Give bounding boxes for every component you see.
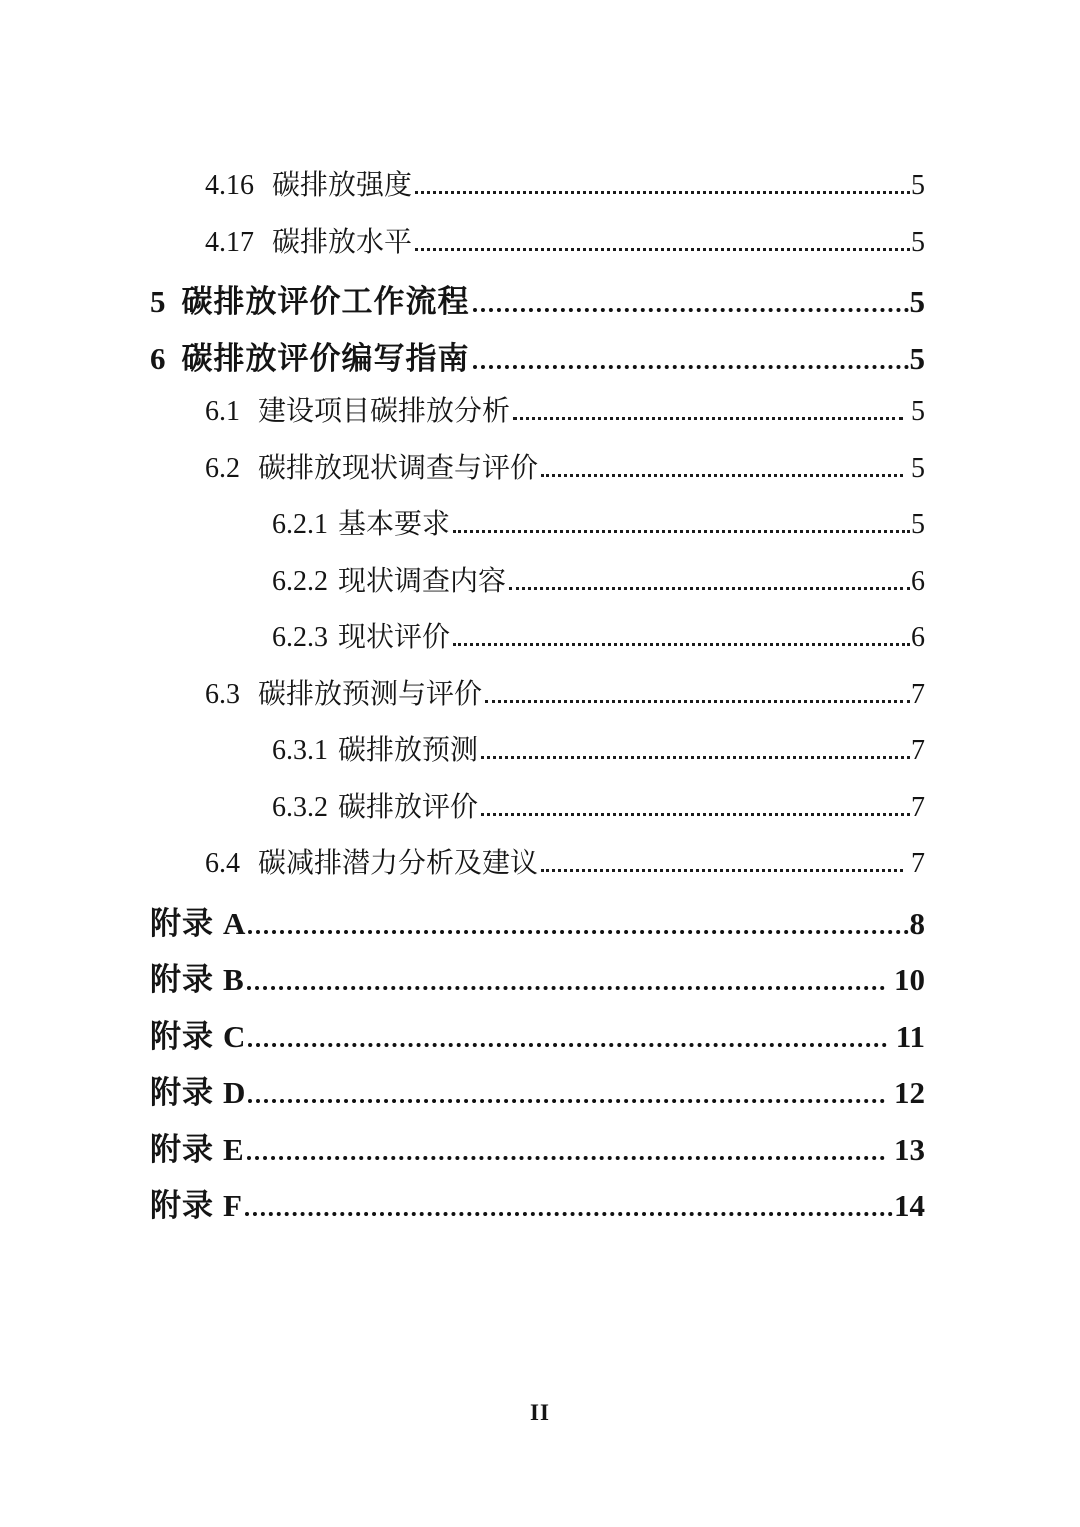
toc-entry-title: 碳排放评价工作流程 [181,284,470,319]
toc-entry-page-number: 5 [911,509,925,540]
toc-entry[interactable] [150,672,925,729]
toc-entry-title: E [223,1131,244,1167]
toc-dot-leader [509,587,910,590]
toc-entry-page-number: 7 [911,678,925,710]
toc-dot-leader [473,308,909,312]
toc-entry-page-number: 12 [886,1075,925,1110]
toc-entry-title: 建设项目碳排放分析 [258,396,511,427]
toc-entry[interactable] [150,502,925,559]
toc-entry-page-number: 8 [909,905,925,941]
toc-dot-leader [481,813,910,816]
toc-entry-number: 6.2.3 [272,622,328,653]
toc-entry[interactable] [150,389,925,446]
toc-entry-page-number: 5 [904,396,925,427]
toc-entry-title: A [223,905,246,941]
toc-entry[interactable] [150,220,925,277]
toc-dot-leader [247,986,886,990]
toc-entry[interactable] [150,1011,925,1068]
toc-entry-page-number: 5 [909,284,925,319]
toc-dot-leader [248,1099,885,1103]
toc-entry[interactable] [150,163,925,220]
toc-dot-leader [541,869,903,872]
toc-entry-number: 附录 [150,1188,214,1223]
toc-entry-number: 6.2.1 [272,509,328,540]
toc-entry[interactable] [150,954,925,1011]
toc-dot-leader [481,756,910,759]
toc-entry-title: 现状评价 [338,622,451,653]
toc-entry-number: 6.1 [205,396,240,427]
toc-dot-leader [485,700,910,703]
toc-entry-number: 4.16 [205,170,254,201]
toc-entry-title: 基本要求 [338,509,451,540]
toc-entry[interactable] [150,276,925,333]
toc-entry-page-number: 6 [911,565,925,597]
toc-entry-number: 6.3 [205,678,240,710]
toc-entry-title: 碳排放预测与评价 [258,678,483,710]
toc-entry-title: 碳排放评价 [338,791,479,823]
toc-entry-title: 碳排放现状调查与评价 [258,452,539,484]
toc-dot-leader [473,365,909,369]
toc-entry[interactable] [150,333,925,390]
toc-entry-title: D [223,1075,246,1110]
toc-entry-title: 碳排放水平 [272,226,413,258]
toc-entry-page-number: 14 [894,1188,925,1223]
toc-entry-page-number: 7 [904,848,925,879]
toc-dot-leader [513,417,903,420]
toc-entry[interactable] [150,615,925,672]
toc-entry[interactable] [150,446,925,503]
toc-entry-page-number: 13 [886,1131,925,1167]
toc-entry[interactable] [150,841,925,898]
toc-entry-page-number: 7 [911,735,925,766]
toc-entry-number: 4.17 [205,226,254,258]
toc-entry-number: 附录 [150,1131,214,1167]
toc-entry-title: 碳排放预测 [338,735,479,766]
toc-entry-title: F [223,1188,242,1223]
toc-entry[interactable] [150,1180,925,1237]
toc-dot-leader [415,248,910,251]
toc-entry-page-number: 11 [887,1018,925,1054]
toc-entry-page-number: 7 [911,791,925,823]
toc-dot-leader [248,1043,887,1047]
toc-dot-leader [415,191,910,194]
toc-dot-leader [245,1212,893,1216]
toc-entry-page-number: 5 [904,452,925,484]
toc-dot-leader [541,474,903,477]
toc-entry[interactable] [150,898,925,955]
toc-entry-number: 附录 [150,1018,214,1054]
toc-dot-leader [248,930,908,934]
toc-entry-number: 6.3.1 [272,735,328,766]
toc-dot-leader [247,1156,886,1160]
toc-entry[interactable] [150,728,925,785]
toc-entry-number: 6.4 [205,848,240,879]
toc-entry-title: 碳排放评价编写指南 [181,340,470,376]
toc-entry-title: 碳排放强度 [272,170,413,201]
toc-dot-leader [453,530,910,533]
toc-entry[interactable] [150,1067,925,1124]
toc-entry-page-number: 10 [886,962,925,997]
toc-entry-page-number: 5 [909,340,925,376]
toc-entry[interactable] [150,559,925,616]
toc-entry-page-number: 6 [911,622,925,653]
toc-entry-number: 6 [150,340,166,376]
toc-entry-number: 6.2.2 [272,565,328,597]
toc-entry-number: 附录 [150,1075,214,1110]
toc-entry-page-number: 5 [911,170,925,201]
folio-page-number: II [530,1400,550,1425]
page-footer [0,1400,1080,1426]
toc-entry-number: 附录 [150,962,214,997]
toc-entry-page-number: 5 [911,226,925,258]
toc-entry-title: B [223,962,244,997]
toc-entry[interactable] [150,785,925,842]
table-of-contents [150,163,925,1237]
toc-entry-number: 6.2 [205,452,240,484]
toc-entry-title: 现状调查内容 [338,565,507,597]
toc-entry-number: 5 [150,284,166,319]
toc-entry-title: 碳减排潜力分析及建议 [258,848,539,879]
toc-entry-number: 附录 [150,905,214,941]
toc-entry[interactable] [150,1124,925,1181]
toc-entry-number: 6.3.2 [272,791,328,823]
toc-entry-title: C [223,1018,246,1054]
toc-dot-leader [453,643,910,646]
